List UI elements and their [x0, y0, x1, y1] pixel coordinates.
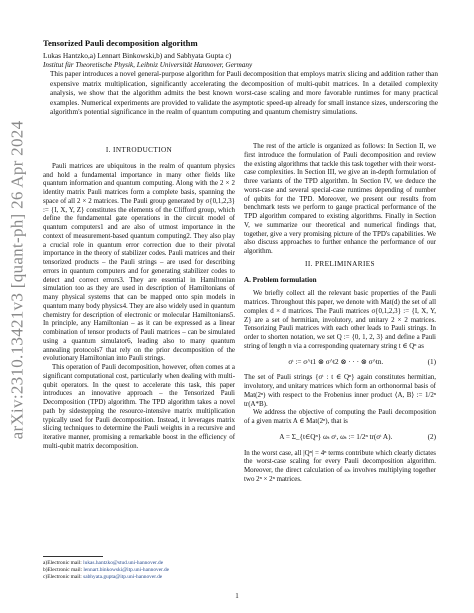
intro-paragraph-2: This operation of Pauli decomposition, however, often comes at a significant computational cost, particularly when dealing with multi-qubit operators. In the quest to accelerate this task, this paper introduces an innovative approach – the Tensorized Pauli Decomposition (TPD) algorithm. The TPD algorithm takes a novel path by sidestepping the resource-intensive matrix multiplication typically used for Pauli decomposition. Instead, it leverages matrix slicing techniques to determine the Pauli weights in a recursive and iterative manner, promising a remarkable boost in the efficiency of multi-qubit matrix decomposition.: [43, 363, 235, 450]
paper-header: [43, 38, 443, 69]
footnote-label: a)Electronic mail:: [43, 560, 84, 566]
email-link[interactable]: lukas.hantzko@stud.uni-hannover.de: [83, 560, 164, 566]
footnote-divider: [43, 556, 103, 557]
page-number: 1: [235, 592, 239, 600]
section-heading-introduction: I. INTRODUCTION: [105, 146, 173, 154]
left-column: [43, 142, 235, 451]
equation-1-number: (1): [427, 357, 436, 366]
preliminaries-paragraph-4: In the worst case, all |Qⁿ| = 4ⁿ terms contribute which clearly dictates the worst-case scaling for every Pauli decomposition algorithm. Moreover, the direct calculation of ωₜ involves multiplying together two 2ⁿ × 2ⁿ matrices.: [244, 448, 436, 483]
equation-2-number: (2): [427, 432, 436, 441]
email-link[interactable]: sabhyata.gupta@itp.uni-hannover.de: [83, 574, 163, 581]
equation-2-expression: A = Σ_{t∈Qⁿ} ωₜ σᵗ, ωₜ := 1/2ⁿ tr(σᵗ A).: [279, 432, 393, 441]
footnote-label: c)Electronic mail:: [43, 574, 84, 581]
equation-1: [244, 358, 436, 367]
footnote-label: b)Electronic mail:: [43, 567, 84, 574]
author-list: Lukas Hantzko,a) Lennart Binkowski,b) and Sabhyata Gupta c): [43, 51, 232, 60]
footnote-c: [43, 574, 233, 581]
section-heading-preliminaries: II. PRELIMINARIES: [305, 259, 375, 268]
subsection-heading-problem-formulation: A. Problem formulation: [244, 275, 317, 284]
arxiv-identifier-stamp: [5, 100, 29, 460]
intro-paragraph-1: Pauli matrices are ubiquitous in the realm of quantum physics and hold a fundamental importance in many other fields like quantum information and quantum computing. Along with the 2 × 2 identity matrix Pauli matrices form a complete basis, spanning the space of all 2 × 2 matrices. The Pauli group generated by σ{0,1,2,3} := {I, X, Y, Z} constitutes the elements of the Clifford group, which define the fundamental gate operations in the circuit model of quantum computers1 and are also of utmost importance in the context of measurement-based quantum computing2. They also play a crucial role in quantum error correction due to their pivotal importance in the theory of stabilizer codes. Pauli matrices and their tensorized products – the Pauli strings – are used for describing errors in quantum computers and for generating stabilizer codes to detect and correct errors3. They are essential in Hamiltonian simulation too as they are used in description of Hamiltonians of many physical systems that can be mapped onto spin models in quantum many body physics4. They are also widely used in quantum chemistry for description of electronic or molecular Hamiltonians5. In principle, any Hamiltonian – as it can be expressed as a linear combination of tensor products of Pauli matrices – can be simulated using a quantum simulator6, leading also to many quantum annealing protocols7 that rely on the prior decomposition of the evolutionary Hamiltonian into Pauli strings.: [43, 161, 235, 363]
email-link[interactable]: lennart.binkowski@itp.uni-hannover.de: [83, 567, 170, 574]
preliminaries-paragraph-2: The set of Pauli strings {σᵗ : t ∈ Qⁿ} again constitutes hermitian, involutory, and unitary matrices which form an orthonormal basis of Mat(2ⁿ) with respect to the Frobenius inner product ⟨A, B⟩ := 1/2ⁿ tr(A*B).: [244, 373, 436, 408]
organization-paragraph: The rest of the article is organized as follows: In Section II, we first introduce the formulation of Pauli decomposition and review the existing algorithms that tackle this task together with their worst-case complexities. In Section III, we give an in-depth formulation of three variants of the TPD algorithm. In Section IV, we deduce the worst-case and several special-case runtimes depending of number of qubits for the TPD. Moreover, we present our results from benchmark tests we perform to gauge practical performance of the TPD algorithm compared to existing algorithms. Finally in Section V, we summarize our theoretical and numerical findings that, together, give a very promising picture of the TPD's capabilities. We also discuss approaches to further enhance the performance of our algorithm.: [244, 142, 436, 255]
arxiv-identifier-text: arXiv:2310.13421v3 [quant-ph] 26 Apr 2024: [7, 120, 27, 440]
preliminaries-paragraph-3: We address the objective of computing the Pauli decomposition of a given matrix A ∈ Mat(2ⁿ), that is: [244, 408, 436, 425]
affiliation: Institut für Theoretische Physik, Leibniz Universität Hannover, Germany: [43, 61, 253, 69]
footnotes: [43, 556, 233, 582]
paper-title: Tensorized Pauli decomposition algorithm: [43, 38, 198, 48]
preliminaries-paragraph-1: We briefly collect all the relevant basic properties of the Pauli matrices. Throughout this paper, we denote with Mat(d) the set of all complex d × d matrices. The Pauli matrices σ{0,1,2,3} := {I, X, Y, Z} are a set of hermitian, involutory, and unitary 2 × 2 matrices. Tensorizing Pauli matrices with each other leads to Pauli strings. In order to shorten notation, we set Q := {0, 1, 2, 3} and define a Pauli string of length n via a corresponding quaternary string t ∈ Qⁿ as: [244, 289, 436, 350]
equation-1-expression: σᵗ := σ^t1 ⊗ σ^t2 ⊗ · · · ⊗ σ^tn.: [288, 357, 384, 366]
right-column: [244, 142, 436, 484]
equation-2: [244, 433, 436, 442]
abstract: This paper introduces a novel general-purpose algorithm for Pauli decomposition that employs matrix slicing and addition rather than expensive matrix multiplication, significantly accelerating the decomposition of multi-qubit matrices. In a detailed complexity analysis, we show that the algorithm admits the best known worst-case scaling and more favorable runtimes for many practical examples. Numerical experiments are provided to validate the asymptotic speed-up already for small instance sizes, underscoring the algorithm's potential significance in the realm of quantum computing and quantum chemistry simulations.: [50, 70, 438, 117]
